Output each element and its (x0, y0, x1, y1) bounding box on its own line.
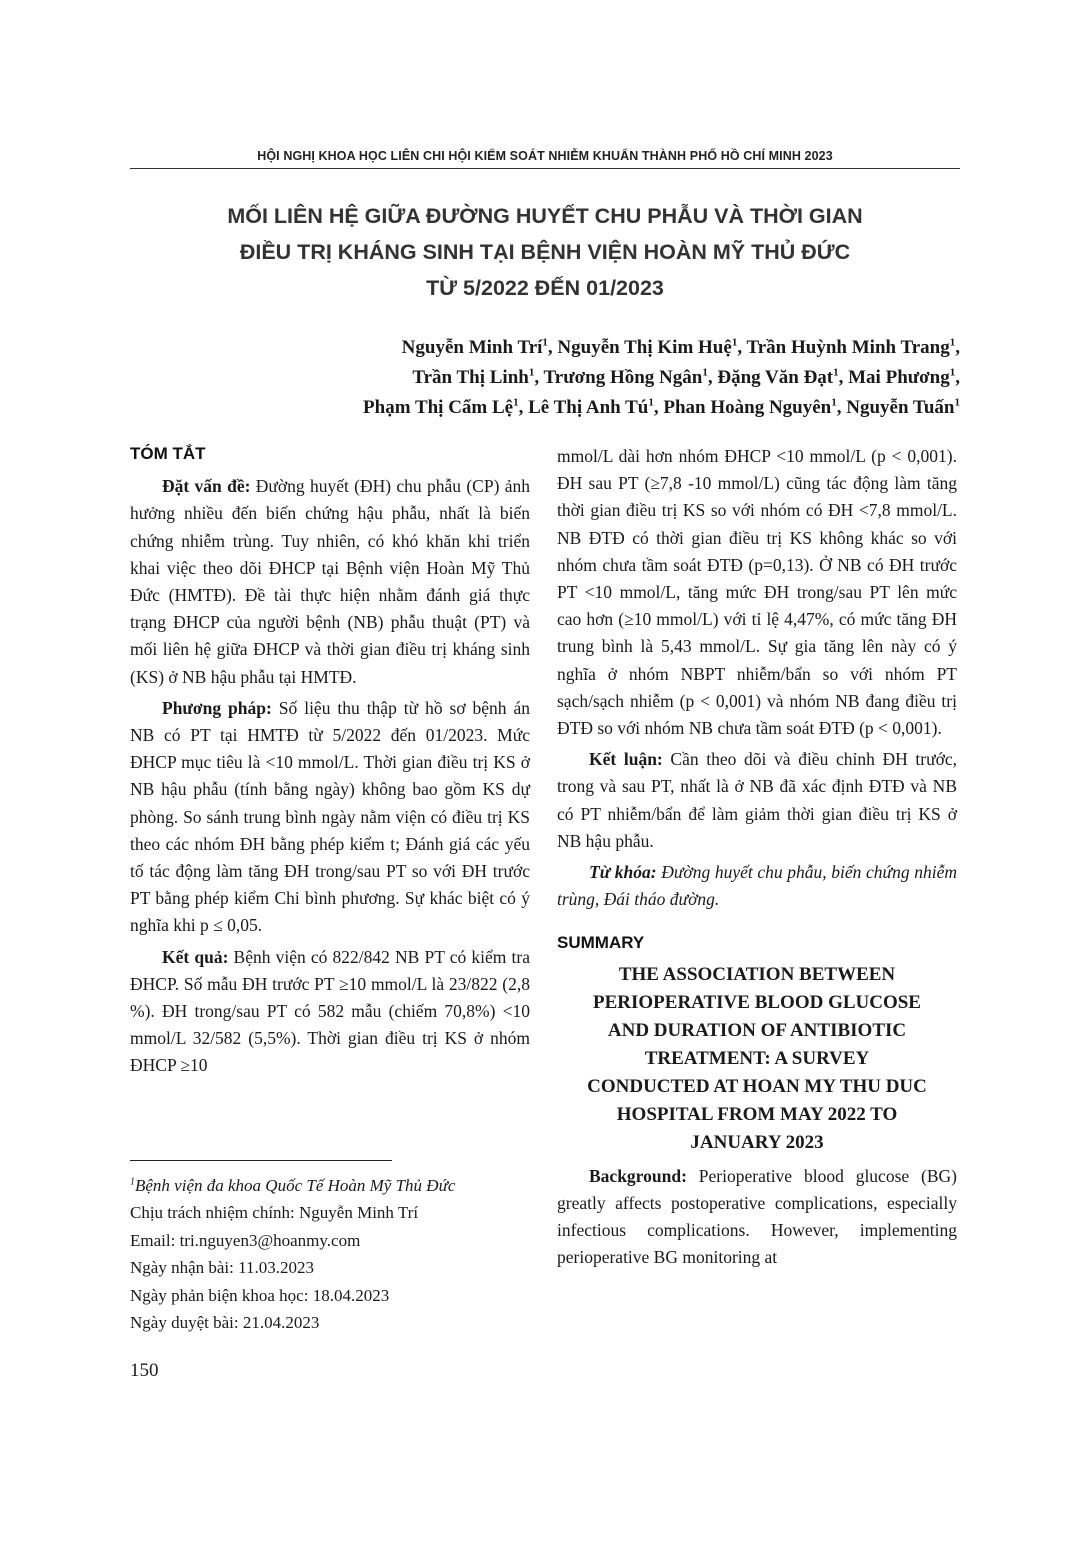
background-label: Đặt vấn đề: (162, 476, 251, 497)
conclusion-text: Cần theo dõi và điều chỉnh ĐH trước, trong và sau PT, nhất là ở NB đã xác định ĐTĐ và NB có PT nhiễm/bẩn để làm giảm thời gian điều trị KS ở NB hậu phẫu. (557, 749, 957, 851)
english-title (557, 961, 957, 1157)
reviewed-date: Ngày phản biện khoa học: 18.04.2023 (130, 1285, 390, 1305)
author-name: Đặng Văn Đạt (717, 367, 834, 388)
english-title-line: CONDUCTED AT HOAN MY THU DUC (587, 1075, 927, 1097)
results-label: Kết quả: (162, 946, 229, 967)
abstract-methods (130, 695, 530, 940)
author-name: Trần Huỳnh Minh Trang (746, 337, 950, 358)
running-header: HỘI NGHỊ KHOA HỌC LIÊN CHI HỘI KIỂM SOÁT NHIỄM KHUẨN THÀNH PHỐ HỒ CHÍ MINH 2023 (257, 149, 833, 163)
title-line-1: MỐI LIÊN HỆ GIỮA ĐƯỜNG HUYẾT CHU PHẪU VÀ THỜI GIAN (227, 204, 863, 228)
title-line-3: TỪ 5/2022 ĐẾN 01/2023 (426, 276, 664, 300)
author-name: Nguyễn Tuấn (846, 397, 955, 418)
affiliation-mark: 1 (949, 336, 956, 349)
author-line-1: Nguyễn Minh Trí$^1$, Nguyễn Thị Kim Huệ$^1$, Trần Huỳnh Minh Trang$^1$, (401, 336, 960, 358)
author-name: Trần Thị Linh (412, 367, 529, 388)
email-line: Email: tri.nguyen3@hoanmy.com (130, 1230, 361, 1250)
affiliation-mark: 1 (954, 396, 960, 409)
keywords-label: Từ khóa: (589, 862, 657, 883)
article-title (130, 198, 960, 306)
affiliation-mark: 1 (831, 396, 837, 409)
affiliation-mark: 1 (833, 366, 839, 379)
affiliation-mark: 1 (949, 366, 956, 379)
affiliation-mark: 1 (130, 1176, 135, 1188)
english-title-line: TREATMENT: A SURVEY (644, 1047, 870, 1069)
affiliation-mark: 1 (542, 336, 548, 349)
author-name: Phạm Thị Cẩm Lệ (363, 397, 514, 418)
affiliation-mark: 1 (648, 396, 654, 409)
english-title-line: JANUARY 2023 (690, 1131, 824, 1153)
abstract-conclusion (557, 746, 957, 855)
abstract-keywords (557, 859, 957, 913)
keywords-text: Đường huyết chu phẫu, biến chứng nhiễm trùng, Đái tháo đường. (557, 862, 957, 910)
title-line-2: ĐIỀU TRỊ KHÁNG SINH TẠI BỆNH VIỆN HOÀN MỸ THỦ ĐỨC (239, 240, 851, 264)
conclusion-label: Kết luận: (589, 749, 663, 770)
affiliation-text: Bệnh viện đa khoa Quốc Tế Hoàn Mỹ Thủ Đức (135, 1176, 456, 1195)
author-name: Phan Hoàng Nguyên (663, 397, 832, 418)
abstract-background (130, 473, 530, 691)
page-number: 150 (130, 1360, 159, 1381)
author-name: Mai Phương (848, 367, 950, 388)
footnote-rule (130, 1160, 392, 1161)
right-column (557, 443, 957, 1275)
author-name: Nguyễn Minh Trí (401, 337, 543, 358)
english-title-line: PERIOPERATIVE BLOOD GLUCOSE (593, 991, 921, 1013)
received-date: Ngày nhận bài: 11.03.2023 (130, 1258, 314, 1278)
author-line-3: Phạm Thị Cẩm Lệ$^1$, Lê Thị Anh $Tú^1$, Phan Hoàng Nguyên$^1$, Nguyễn Tuấn$^1$ (363, 396, 960, 418)
abstract-heading: TÓM TẮT (130, 444, 206, 463)
corresponding-author: Chịu trách nhiệm chính: Nguyễn Minh Trí (130, 1203, 419, 1223)
affiliation-mark: 1 (731, 336, 738, 349)
affiliation-mark: 1 (702, 366, 708, 379)
english-title-line: AND DURATION OF ANTIBIOTIC (607, 1019, 907, 1041)
abstract-results-continued: mmol/L dài hơn nhóm ĐHCP <10 mmol/L (p < 0,001). ĐH sau PT (≥7,8 -10 mmol/L) cũng tác động làm tăng thời gian điều trị KS so với nhóm có ĐH <7,8 mmol/L. NB ĐTĐ có thời gian điều trị KS không khác so với nhóm chưa tầm soát ĐTĐ (p=0,13). Ở NB có ĐH trước PT <10 mmol/L, tăng mức ĐH trong/sau PT lên mức cao hơn (≥10 mmol/L) với tỉ lệ 4,47%, có mức tăng ĐH trung bình là 5,43 mmol/L. Sự gia tăng lên này có ý nghĩa ở nhóm NBPT nhiễm/bẩn so với nhóm PT sạch/sạch nhiễm (p < 0,001) và nhóm NB đang điều trị ĐTĐ so với nhóm NB chưa tầm soát ĐTĐ (p < 0,001). (557, 446, 957, 739)
header-rule (130, 168, 960, 169)
author-name: Trương Hồng Ngân (543, 367, 703, 388)
left-column (130, 440, 530, 1084)
methods-text: Số liệu thu thập từ hồ sơ bệnh án NB có PT tại HMTĐ từ 5/2022 đến 01/2023. Mức ĐHCP mục tiêu là <10 mmol/L. Thời gian điều trị KS ở NB hậu phẫu (tính bằng ngày) không bao gồm KS dự phòng. So sánh trung bình ngày nằm viện có điều trị KS theo các nhóm ĐH bằng phép kiểm t; Đánh giá các yếu tố tác động làm tăng ĐH trong/sau PT so với ĐH trước PT bằng phép kiểm Chi bình phương. Sự khác biệt có ý nghĩa khi p ≤ 0,05. (130, 697, 530, 936)
author-list (130, 333, 960, 423)
affiliation-mark: 1 (528, 366, 535, 379)
methods-label: Phương pháp: (162, 697, 272, 718)
footnotes (130, 1172, 550, 1336)
english-title-line: THE ASSOCIATION BETWEEN (618, 963, 896, 985)
summary-background-label: Background: (589, 1165, 687, 1186)
author-name: Lê Thị Anh Tú (528, 397, 649, 418)
affiliation-note (130, 1172, 550, 1199)
author-line-2: Trần Thị Linh$^1$, Trương Hồng Ngân$^1$, Đặng Văn Đạt$^1$, Mai Phương$^1$, (412, 366, 960, 388)
results-text: Bệnh viện có 822/842 NB PT có kiểm tra ĐHCP. Số mẫu ĐH trước PT ≥10 mmol/L là 23/822 (2,8 %). ĐH trong/sau PT có 582 mẫu (chiếm 70,8%) <10 mmol/L 32/582 (5,5%). Thời gian điều trị KS ở nhóm ĐHCP ≥10 (130, 946, 530, 1076)
author-name: Nguyễn Thị Kim Huệ (557, 337, 732, 358)
abstract-results (130, 944, 530, 1080)
accepted-date: Ngày duyệt bài: 21.04.2023 (130, 1313, 320, 1333)
affiliation-mark: 1 (513, 396, 519, 409)
background-text: Đường huyết (ĐH) chu phẫu (CP) ảnh hưởng nhiều đến biến chứng hậu phẫu, nhất là biến chứng nhiễm trùng. Tuy nhiên, có khó khăn khi triển khai việc theo dõi ĐHCP tại Bệnh viện Hoàn Mỹ Thủ Đức (HMTĐ). Đề tài thực hiện nhằm đánh giá thực trạng ĐHCP của người bệnh (NB) phẫu thuật (PT) và mối liên hệ giữa ĐHCP và thời gian điều trị kháng sinh (KS) ở NB hậu phẫu tại HMTĐ. (130, 476, 530, 687)
summary-background (557, 1163, 957, 1272)
summary-heading: SUMMARY (557, 933, 645, 953)
english-title-line: HOSPITAL FROM MAY 2022 TO (616, 1103, 898, 1125)
summary-background-text: Perioperative blood glucose (BG) greatly affects postoperative complications, especially infectious complications. However, implementing perioperative BG monitoring at (557, 1165, 957, 1268)
